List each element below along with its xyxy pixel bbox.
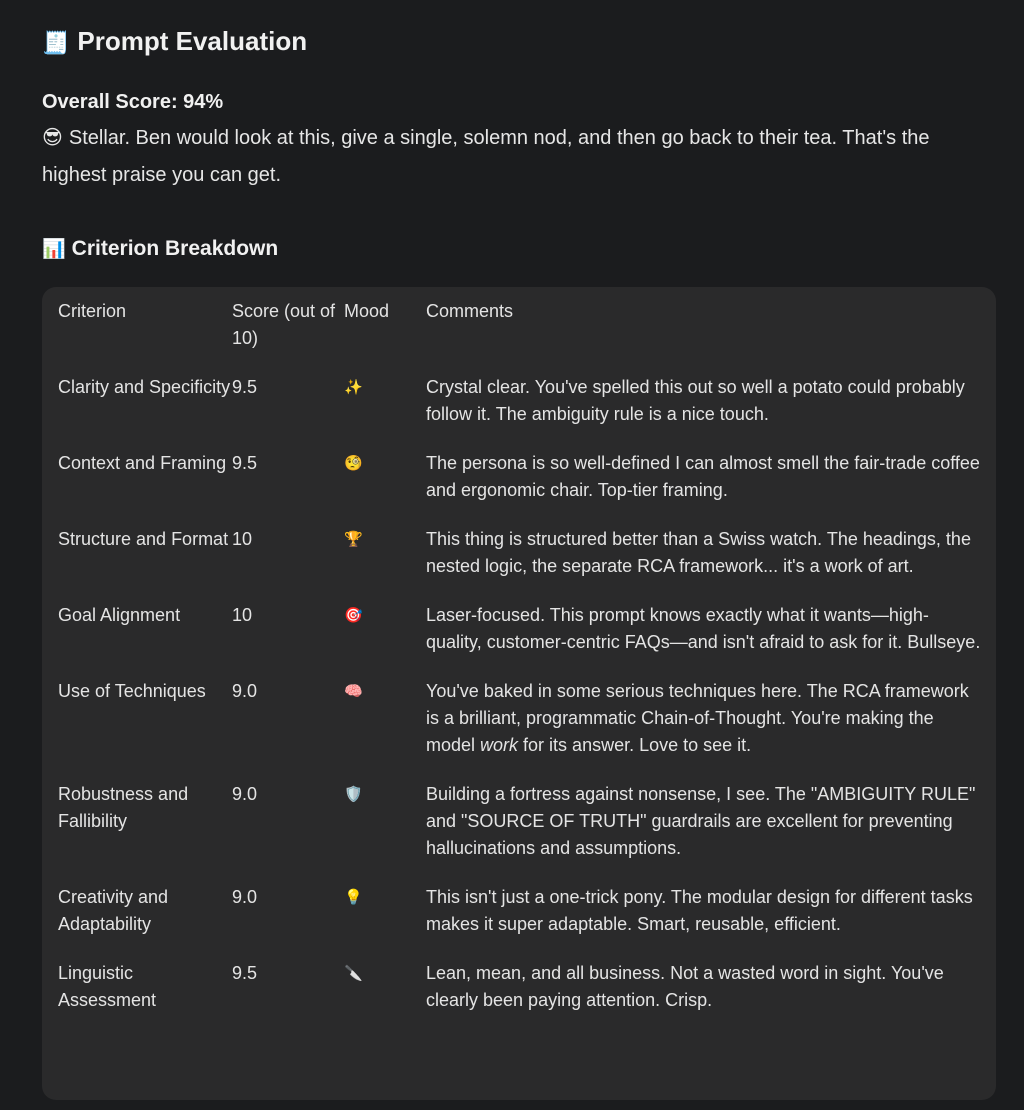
sunglasses-face-icon: 😎 (42, 127, 63, 149)
table-row (42, 526, 996, 602)
comment-cell: Crystal clear. You've spelled this out so well a potato could probably follow it. The ambiguity rule is a nice touch. (426, 377, 965, 424)
target-icon: 🎯 (344, 607, 363, 624)
comment-cell: The persona is so well-defined I can almost smell the fair-trade coffee and ergonomic chair. Top-tier framing. (426, 453, 980, 500)
table-row (42, 602, 996, 678)
criterion-cell: Linguistic Assessment (58, 963, 157, 1010)
criterion-cell: Structure and Format (58, 529, 229, 549)
comment-cell (426, 678, 996, 781)
table-row (42, 960, 996, 1036)
comment-text: for its answer. Love to see it. (518, 735, 752, 755)
shield-icon: 🛡️ (344, 786, 363, 803)
criterion-table (42, 287, 996, 1036)
comment-text: You've baked in some serious techniques here. The RCA framework is a brilliant, programmatic Chain-of-Thought. You're making the model (426, 681, 969, 755)
criterion-table-card (42, 287, 996, 1100)
criterion-cell: Goal Alignment (58, 605, 181, 625)
knife-icon: 🔪 (344, 965, 363, 982)
score-cell: 10 (232, 605, 253, 625)
overall-score: Overall Score: 94% (42, 91, 224, 113)
score-cell: 9.0 (232, 887, 258, 907)
score-cell: 9.0 (232, 784, 258, 804)
sparkles-icon: ✨ (344, 379, 363, 396)
table-row (42, 450, 996, 526)
column-header-comments: Comments (426, 301, 514, 321)
comment-emphasis: work (480, 735, 519, 755)
page-title (42, 24, 307, 60)
table-header-row (42, 287, 996, 374)
score-cell: 9.0 (232, 681, 258, 701)
column-header-score: Score (out of 10) (232, 301, 336, 348)
column-header-criterion: Criterion (58, 301, 127, 321)
score-cell: 9.5 (232, 453, 258, 473)
table-row (42, 781, 996, 884)
comment-cell: Building a fortress against nonsense, I see. The "AMBIGUITY RULE" and "SOURCE OF TRUTH" guardrails are excellent for preventing hallucinations and assumptions. (426, 784, 976, 858)
table-row (42, 374, 996, 450)
brain-icon: 🧠 (344, 683, 363, 700)
table-row (42, 884, 996, 960)
bar-chart-icon: 📊 (42, 239, 66, 260)
trophy-icon: 🏆 (344, 531, 363, 548)
criterion-cell: Robustness and Fallibility (58, 784, 189, 831)
summary-text: Stellar. Ben would look at this, give a single, solemn nod, and then go back to their tea. That's the highest praise you can get. (42, 127, 930, 186)
comment-cell: Laser-focused. This prompt knows exactly what it wants—high-quality, customer-centric FAQs—and isn't afraid to ask for it. Bullseye. (426, 605, 981, 652)
overall-summary (42, 120, 992, 194)
criterion-cell: Clarity and Specificity (58, 377, 231, 397)
column-header-mood: Mood (344, 301, 390, 321)
monocle-face-icon: 🧐 (344, 455, 363, 472)
comment-cell: This thing is structured better than a Swiss watch. The headings, the nested logic, the separate RCA framework... it's a work of art. (426, 529, 971, 576)
light-bulb-icon: 💡 (344, 889, 363, 906)
criterion-cell: Use of Techniques (58, 681, 206, 701)
section-title (42, 232, 278, 267)
criterion-cell: Context and Framing (58, 453, 227, 473)
score-cell: 9.5 (232, 963, 258, 983)
comment-cell: This isn't just a one-trick pony. The modular design for different tasks makes it super adaptable. Smart, reusable, efficient. (426, 887, 973, 934)
comment-cell: Lean, mean, and all business. Not a wasted word in sight. You've clearly been paying attention. Crisp. (426, 963, 944, 1010)
table-row (42, 678, 996, 781)
criterion-cell: Creativity and Adaptability (58, 887, 169, 934)
score-cell: 9.5 (232, 377, 258, 397)
receipt-icon: 🧾 (42, 30, 70, 55)
section-title-text: Criterion Breakdown (71, 237, 279, 260)
page-title-text: Prompt Evaluation (77, 26, 308, 56)
score-cell: 10 (232, 529, 253, 549)
